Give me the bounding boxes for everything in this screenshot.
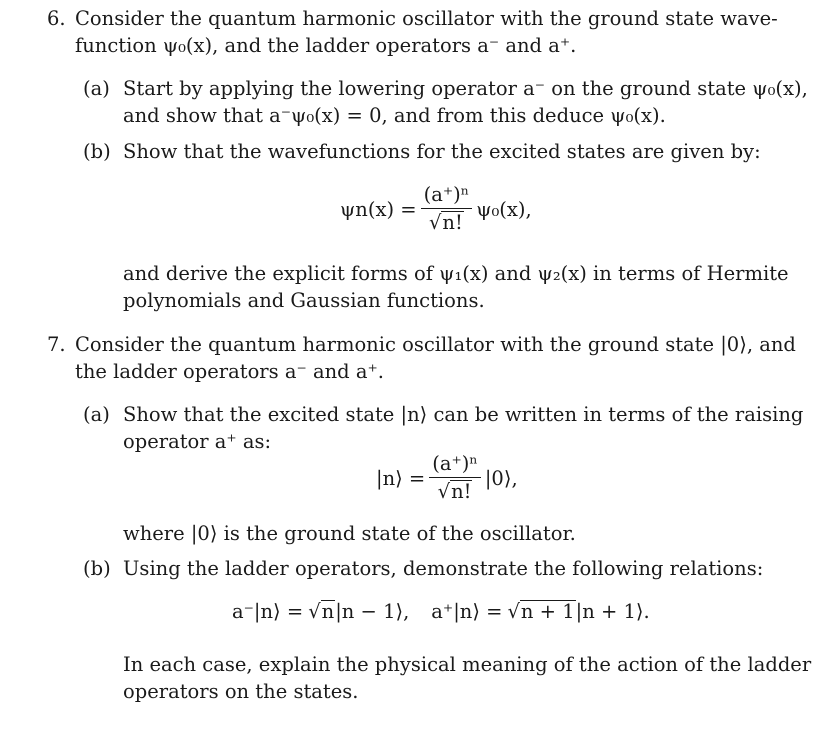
q7-eq-rhs: |0⟩, [484, 466, 518, 490]
q7-rel1-sqrt [308, 600, 335, 623]
q7-rel2-sqrt-arg: n + 1 [520, 600, 575, 623]
q6-eq-fraction [421, 184, 473, 234]
sqrt-icon: √ [437, 480, 451, 503]
q6-b-label: (b) [83, 140, 111, 163]
q6-b-line-1: Show that the wavefunctions for the excited states are given by: [123, 140, 761, 163]
q7-eq-fraction [429, 453, 481, 503]
q7-a-label: (a) [83, 403, 110, 426]
q7-ladder-relations [232, 600, 650, 623]
q7-b-label: (b) [83, 557, 111, 580]
q6-a-label: (a) [83, 77, 110, 100]
q7-eq-sqrt-arg: n! [451, 480, 472, 503]
q7-a-line-1: Show that the excited state |n⟩ can be written in terms of the raising [123, 403, 804, 426]
sqrt-icon: √ [507, 600, 520, 623]
q7-rel1-lhs: a⁻|n⟩ = [232, 600, 304, 623]
q7-b-line-3: operators on the states. [123, 680, 359, 703]
sqrt-icon: √ [308, 600, 321, 623]
q7-eq-sqrt [438, 480, 473, 503]
q7-rel2-lhs: a⁺|n⟩ = [431, 600, 503, 623]
q7-a-line-3: where |0⟩ is the ground state of the oscillator. [123, 522, 576, 545]
q7-intro-line-2: the ladder operators a⁻ and a⁺. [75, 360, 384, 383]
q6-number: 6. [47, 7, 66, 30]
q6-eq-numerator: (a⁺)ⁿ [421, 184, 473, 209]
q6-a-line-2: and show that a⁻ψ₀(x) = 0, and from this deduce ψ₀(x). [123, 104, 666, 127]
q7-number: 7. [47, 333, 66, 356]
q7-a-line-2: operator a⁺ as: [123, 430, 272, 453]
q7-rel2-sqrt [507, 600, 575, 623]
q7-state-equation [376, 453, 518, 503]
q7-b-line-1: Using the ladder operators, demonstrate the following relations: [123, 557, 764, 580]
q6-eq-sqrt-arg: n! [442, 211, 463, 234]
q7-rel1-sqrt-arg: n [321, 600, 335, 623]
q6-wavefunction-equation [340, 184, 532, 234]
q6-intro-line-2: function ψ₀(x), and the ladder operators a⁻ and a⁺. [75, 34, 577, 57]
q7-b-line-2: In each case, explain the physical meaning of the action of the ladder [123, 653, 812, 676]
q6-eq-sqrt [429, 211, 464, 234]
q7-rel1-rhs: |n − 1⟩, [335, 600, 410, 623]
q6-b-line-2: and derive the explicit forms of ψ₁(x) and ψ₂(x) in terms of Hermite [123, 262, 789, 285]
q7-intro-line-1: Consider the quantum harmonic oscillator with the ground state |0⟩, and [75, 333, 796, 356]
q6-a-line-1: Start by applying the lowering operator a⁻ on the ground state ψ₀(x), [123, 77, 808, 100]
q6-b-line-3: polynomials and Gaussian functions. [123, 289, 485, 312]
q7-eq-lhs: |n⟩ = [376, 466, 426, 490]
q6-intro-line-1: Consider the quantum harmonic oscillator with the ground state wave- [75, 7, 778, 30]
sqrt-icon: √ [428, 211, 442, 234]
q7-eq-denominator [438, 478, 473, 503]
q7-eq-numerator: (a⁺)ⁿ [429, 453, 481, 478]
q6-eq-rhs: ψ₀(x), [476, 197, 532, 221]
q6-eq-denominator [429, 209, 464, 234]
q6-eq-lhs: ψn(x) = [340, 197, 417, 221]
q7-rel2-rhs: |n + 1⟩. [575, 600, 650, 623]
